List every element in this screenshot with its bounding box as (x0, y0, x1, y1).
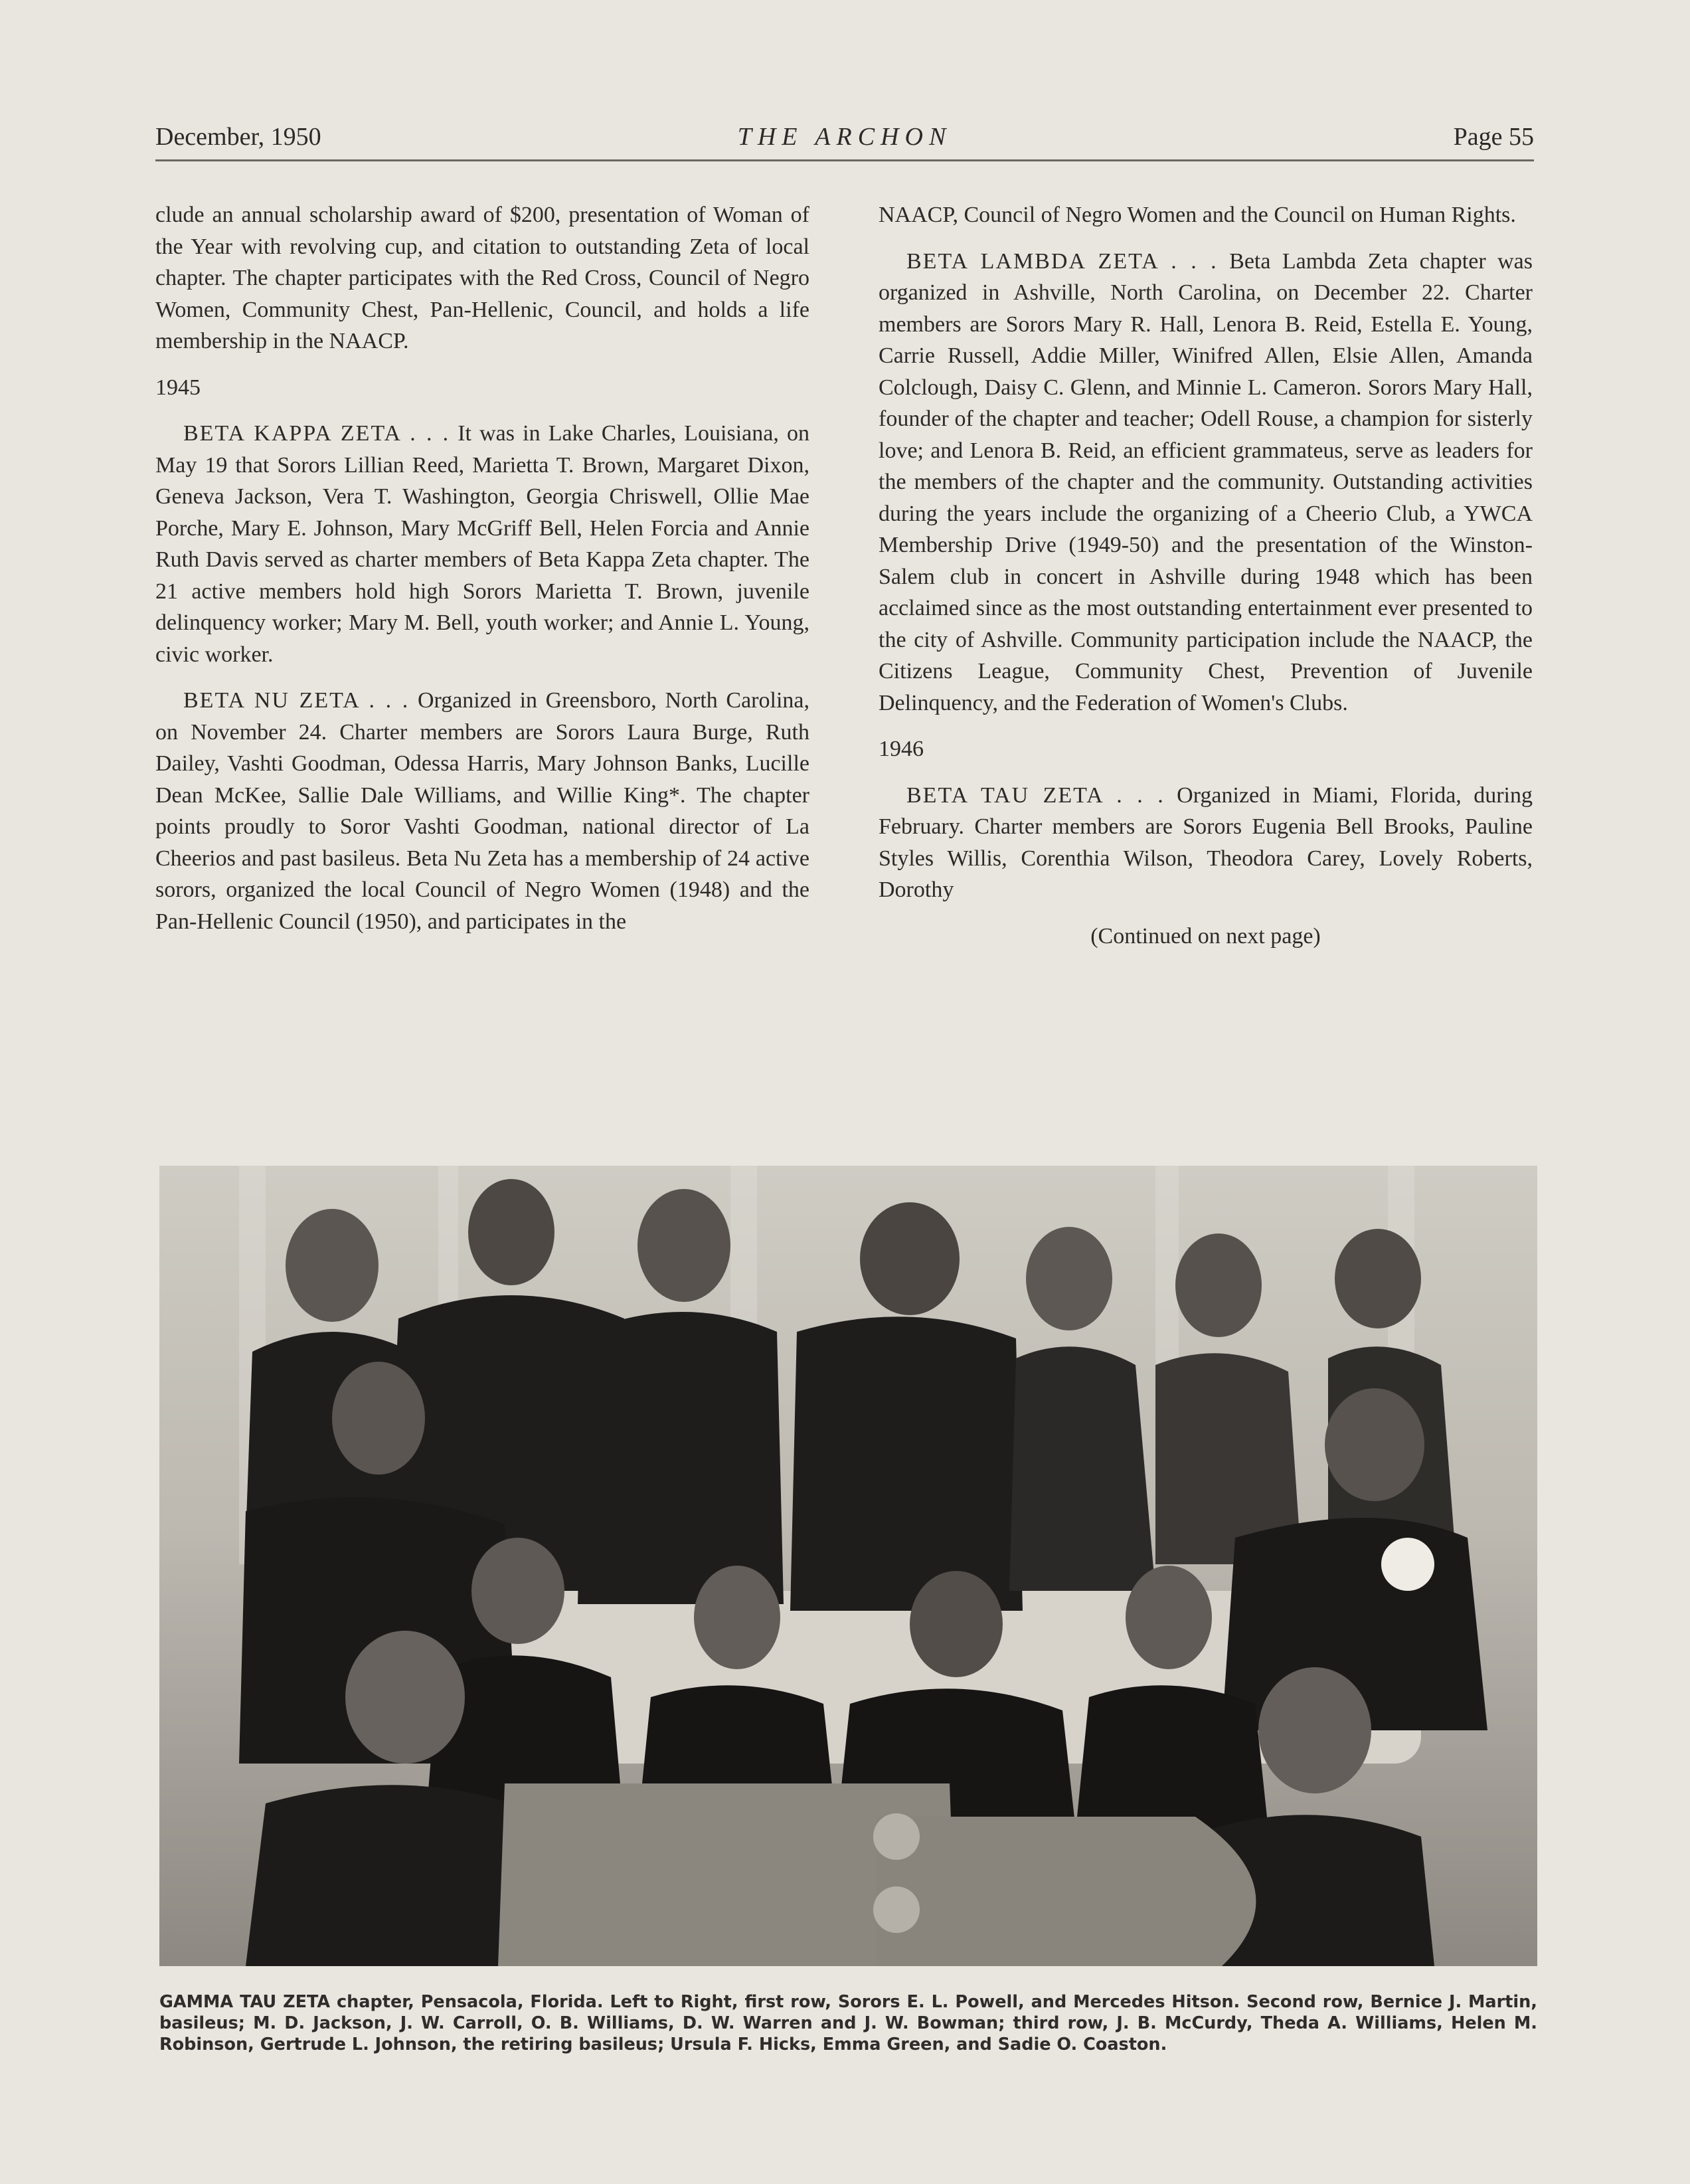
paragraph-beta-lambda-zeta (879, 246, 1533, 719)
chapter-heading: BETA KAPPA ZETA . . . (183, 421, 450, 446)
group-photograph (159, 1166, 1537, 1966)
left-column (155, 199, 809, 952)
chapter-heading: BETA NU ZETA . . . (183, 688, 410, 713)
chapter-text: Beta Lambda Zeta chapter was organized in Ashville, North Carolina, on December 22. Charter members are Sorors Mary R. Hall, Lenora B. Reid, Estella E. Young, Carrie Russell, Addie Miller, Winifred Allen, Elsie Allen, Amanda Colclough, Daisy C. Glenn, and Minnie L. Cameron. Sorors Mary Hall, founder of the chapter and teacher; Odell Rouse, a champion for sisterly love; and Lenora B. Reid, an efficient grammateus, serve as leaders for the members of the chapter and the community. Outstanding activities during the years include the organizing of a Cheerio Club, a YWCA Membership Drive (1949-50) and the presentation of the Winston-Salem club in concert in Ashville during 1948 which has been acclaimed since as the most outstanding entertainment ever presented to the city of Ashville. Community participation include the NAACP, the Citizens League, Community Chest, Prevention of Juvenile Delinquency, and the Federation of Women's Clubs. (879, 248, 1533, 715)
publication-title: THE ARCHON (737, 123, 952, 151)
running-header (155, 120, 1534, 161)
chapter-text: It was in Lake Charles, Louisiana, on May 19 that Sorors Lillian Reed, Marietta T. Brown, Margaret Dixon, Geneva Jackson, Vera T. Washington, Georgia Chriswell, Ollie Mae Porche, Mary E. Johnson, Mary McGriff Bell, Helen Forcia and Annie Ruth Davis served as charter members of Beta Kappa Zeta chapter. The 21 active members hold high Sorors Marietta T. Brown, juvenile delinquency worker; Mary M. Bell, youth worker; and Annie L. Young, civic worker. (155, 421, 809, 667)
chapter-heading: BETA TAU ZETA . . . (906, 782, 1165, 808)
group-photo-illustration (159, 1166, 1537, 1966)
chapter-heading: BETA LAMBDA ZETA . . . (906, 248, 1218, 274)
issue-date: December, 1950 (155, 123, 321, 151)
page-number: Page 55 (1453, 123, 1534, 151)
paragraph-continued: NAACP, Council of Negro Women and the Council on Human Rights. (879, 203, 1516, 227)
paragraph-beta-tau-zeta (879, 780, 1533, 906)
right-column (879, 199, 1533, 952)
photo-caption: GAMMA TAU ZETA chapter, Pensacola, Florida. Left to Right, first row, Sorors E. L. Powell, and Mercedes Hitson. Second row, Bernice J. Martin, basileus; M. D. Jackson, J. W. Carroll, O. B. Williams, D. W. Warren and J. W. Bowman; third row, J. B. McCurdy, Theda A. Williams, Helen M. Robinson, Gertrude L. Johnson, the retiring basileus; Ursula F. Hicks, Emma Green, and Sadie O. Coaston. (159, 1992, 1537, 2054)
chapter-text: Organized in Greensboro, North Carolina, on November 24. Charter members are Sorors Laura Burge, Ruth Dailey, Vashti Goodman, Odessa Harris, Mary Johnson Banks, Lucille Dean McKee, Sallie Dale Williams, and Willie King*. The chapter points proudly to Soror Vashti Goodman, national director of La Cheerios and past basileus. Beta Nu Zeta has a membership of 24 active sorors, organized the local Council of Negro Women (1948) and the Pan-Hellenic Council (1950), and participates in the (155, 688, 809, 934)
year-heading-1945: 1945 (155, 375, 201, 400)
continued-note: (Continued on next page) (1090, 923, 1321, 949)
paragraph-beta-kappa-zeta (155, 418, 809, 670)
chapter-text: Organized in Miami, Florida, during February. Charter members are Sorors Eugenia Bell Brooks, Pauline Styles Willis, Corenthia Wilson, Theodora Carey, Lovely Roberts, Dorothy (879, 782, 1533, 902)
paragraph-continued: clude an annual scholarship award of $200, presentation of Woman of the Year with revolving cup, and citation to outstanding Zeta of local chapter. The chapter participates with the Red Cross, Council of Negro Women, Community Chest, Pan-Hellenic, Council, and holds a life membership in the NAACP. (155, 203, 809, 353)
paragraph-beta-nu-zeta (155, 685, 809, 937)
year-heading-1946: 1946 (879, 737, 924, 761)
